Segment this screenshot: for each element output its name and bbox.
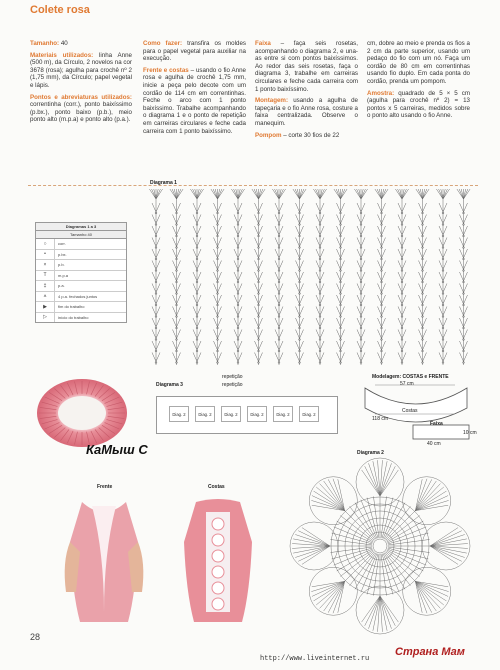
legend-row: [36, 250, 126, 261]
legend-row: [36, 292, 126, 303]
back-label: Costas: [208, 484, 225, 490]
diagram1-repeat: repetição: [222, 374, 243, 380]
legend-symbol: ▶: [36, 302, 55, 312]
sample-text: quadrado de 5 × 5 cm (agulha para crochê nº 2) = 13 pontos x 5 carreiras, medidos sobre o ponto alto usando o fio Anne.: [367, 89, 470, 120]
legend-row: [36, 260, 126, 271]
section-divider: [28, 185, 478, 186]
legend-text: corr.: [58, 241, 66, 247]
legend-title: Diagramas 1 a 3: [36, 223, 126, 231]
legend-symbol: ○: [36, 239, 55, 249]
sash-label: Faixa: [255, 40, 271, 47]
diagram3-repeat: repetição: [222, 382, 243, 388]
points-label: Pontos e abreviaturas utilizados:: [30, 93, 132, 101]
legend-symbol: ▷: [36, 313, 55, 323]
sash-width: 40 cm: [427, 441, 441, 447]
diagram3-cell: Diag. 2: [195, 406, 215, 422]
legend-row: [36, 271, 126, 282]
legend-text: p.bx.: [58, 251, 67, 257]
diagram3-cell: Diag. 2: [221, 406, 241, 422]
legend-text: início do trabalho: [58, 314, 89, 320]
diagram3-box: [156, 396, 338, 434]
front-text: – usando o fio Anne rosa e agulha de crochê 1,75 mm, inicie a peça pelo decote com um cordão de 114 cm em correntinhas. Feche o arco com 1 ponto baixíssimo. Trabalhe acompanhando o diagrama 1 e o ponto de repetição em carreiras circulares e feche cada carreira com 1 ponto baixíssimo.: [143, 66, 246, 135]
diagram3-label: Diagrama 3: [156, 382, 183, 388]
how-label: Como fazer:: [143, 40, 183, 47]
page-number: 28: [30, 632, 41, 642]
symbol-legend: [35, 222, 127, 323]
materials-label: Materiais utilizados:: [30, 51, 94, 59]
diagram2-label: Diagrama 2: [357, 450, 384, 456]
diagram3-cell: Diag. 2: [169, 406, 189, 422]
legend-row: [36, 302, 126, 313]
sash-height: 10 cm: [463, 430, 477, 436]
column-sash: [255, 40, 358, 143]
legend-text: m.p.a: [58, 272, 69, 278]
diagram3-cell: Diag. 2: [273, 406, 293, 422]
pattern-title: Modelagem: COSTAS e FRENTE: [372, 374, 449, 380]
legend-row: [36, 239, 126, 250]
front-vest-photo: [62, 492, 146, 628]
legend-row: [36, 313, 126, 323]
footer-url[interactable]: http://www.liveinternet.ru: [260, 655, 370, 663]
legend-symbol: T: [36, 271, 55, 281]
continued-text: cm, dobre ao meio e prenda os fios a 2 cm da parte superior, usando um pedaço do fio com um nó. Faça um cordão de 80 cm em correntinhas usando fio duplo. Em cada ponta do cordão, prenda um pompom.: [367, 40, 470, 85]
pompom-text: – corte 30 fios de 22: [283, 131, 340, 139]
size-value: 40: [60, 40, 68, 47]
assembly-text: usando a agulha de tapeçaria e o fio Anne rosa, costure a faixa centralizada. Observe o manequim.: [255, 97, 358, 127]
legend-row: [36, 281, 126, 292]
sash-title: Faixa: [430, 421, 443, 427]
front-label: Frente: [97, 484, 113, 490]
materials-text: linha Anne (500 m), da Círculo, 2 novelos na cor 3678 (rosa); agulha para crochê nº 2 (1,75 mm), da Círculo; papel vegetal e lápis.: [30, 51, 132, 89]
watermark: КаМыш С: [86, 442, 148, 457]
front-label: Frente e costas: [143, 66, 189, 74]
legend-symbol: ⩚: [36, 292, 55, 302]
legend-text: p.a.: [58, 283, 65, 289]
diagram3-cell: Diag. 2: [299, 406, 319, 422]
legend-text: p.b.: [58, 262, 65, 268]
legend-text: 4 p.a. fechados juntos: [58, 293, 98, 299]
page-title: Colete rosa: [30, 4, 90, 16]
sample-label: Amostra:: [367, 89, 395, 97]
sash-text: – faça seis rosetas, acompanhando o diagrama 2, e una-as entre si com pontos baixíssimos. Ao redor das seis rosetas, faça o diagrama 3, trabalhe em carreiras circulares e feche cada carreira com 1 ponto baixíssimo.: [255, 40, 358, 93]
diagram1-label: Diagrama 1: [150, 180, 177, 186]
legend-symbol: •: [36, 250, 55, 260]
back-vest-photo: [176, 492, 260, 628]
size-label: Tamanho:: [30, 40, 60, 47]
column-how-to: [143, 40, 246, 139]
diagram1-chart: [148, 187, 480, 372]
legend-subtitle: Tamanho 40: [36, 231, 126, 239]
column-materials: [30, 40, 132, 128]
points-text: correntinha (corr.), ponto baixíssimo (p.bx.), ponto baixo (p.b.), meio ponto alto (m.p.a) e ponto alto (p.a.).: [30, 101, 132, 124]
pattern-d2: 118 cm: [372, 416, 389, 422]
column-sample: [367, 40, 470, 124]
diagram2-chart: [285, 456, 475, 636]
how-text: transfira os moldes para o papel vegetal para auxiliar na execução.: [143, 40, 246, 63]
legend-text: fim do trabalho: [58, 304, 85, 310]
footer-brand: Страна Мам: [395, 646, 465, 658]
diagram3-cell: Diag. 2: [247, 406, 267, 422]
pattern-back: Costas: [402, 408, 418, 414]
pompom-label: Pompom: [255, 131, 282, 139]
legend-symbol: ‡: [36, 281, 55, 291]
rosette-photo: [36, 378, 128, 448]
assembly-label: Montagem:: [255, 97, 288, 105]
pattern-d1: 57 cm: [400, 381, 414, 387]
legend-symbol: ×: [36, 260, 55, 270]
